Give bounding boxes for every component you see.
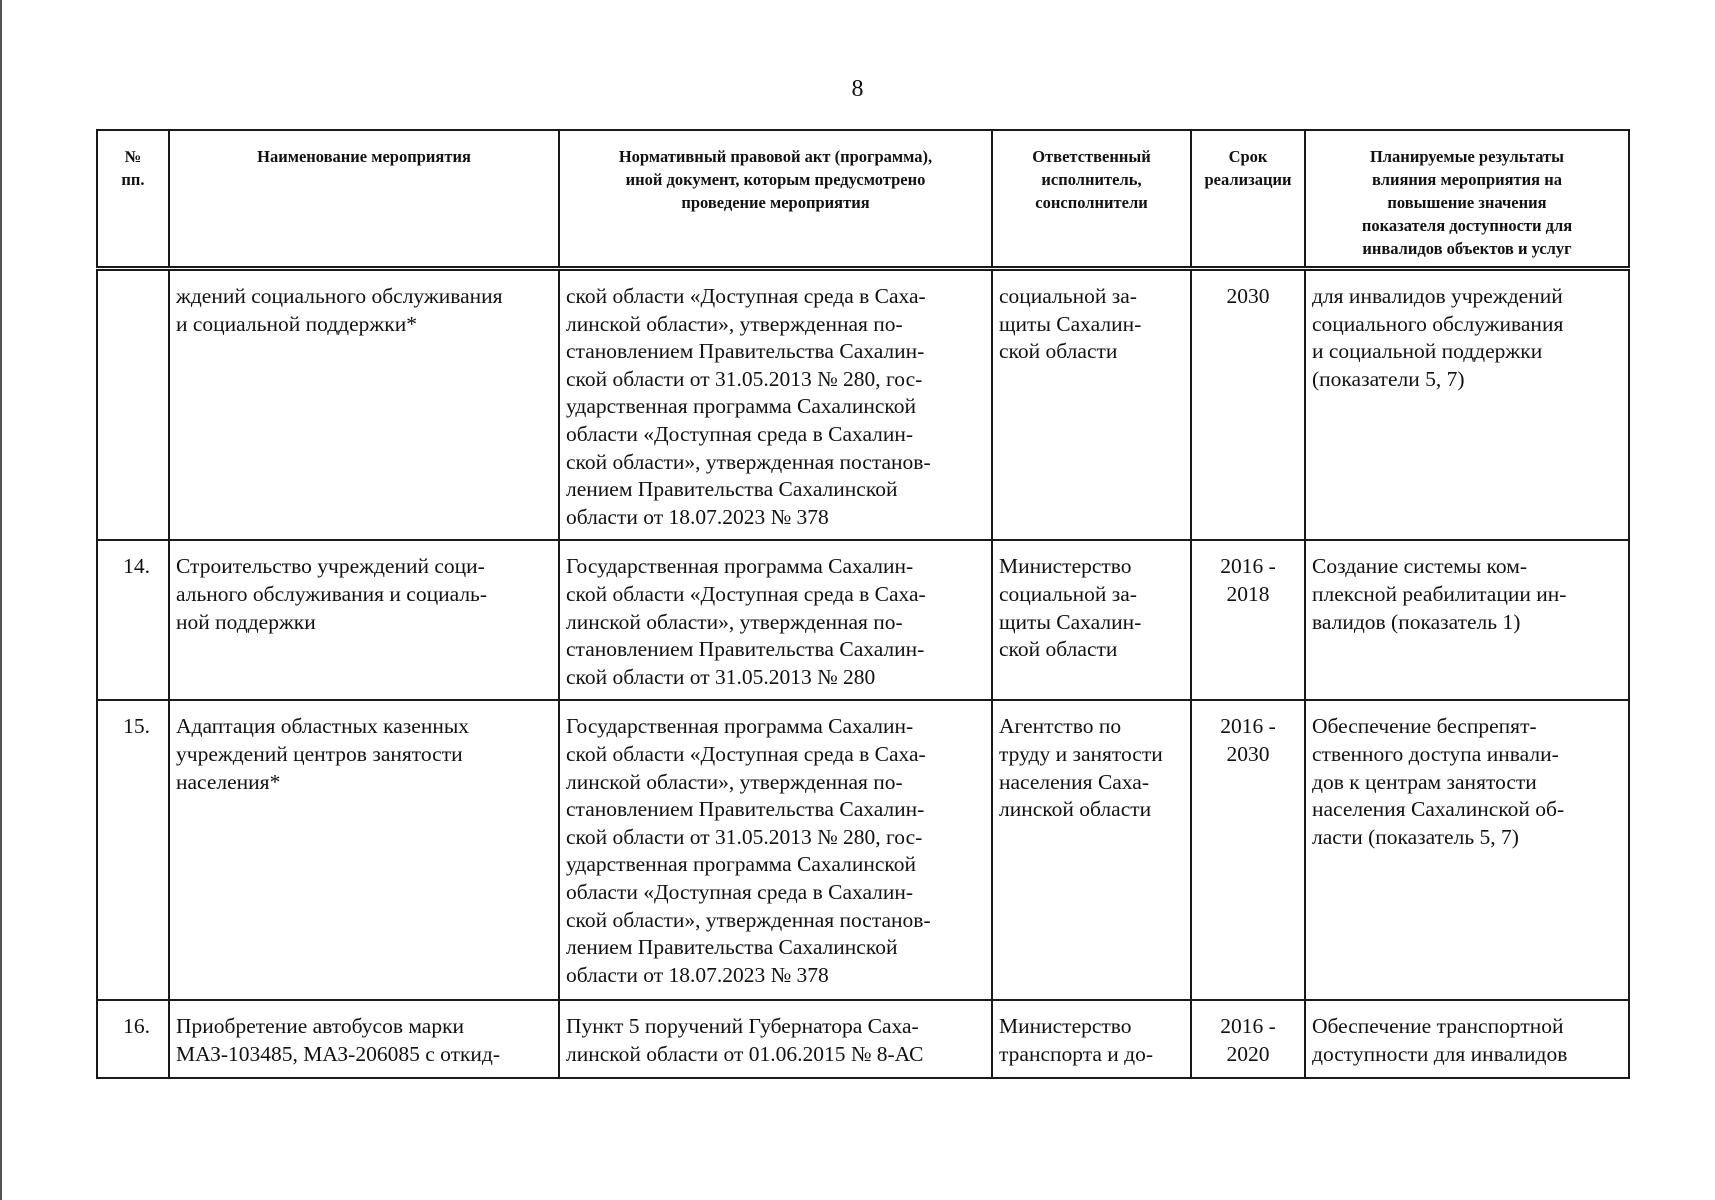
cell-line: ласти (показатель 5, 7)	[1312, 824, 1519, 849]
cell-line: линской области», утвержденная по-	[566, 311, 903, 336]
cell-line: 2030	[1226, 284, 1270, 308]
cell-line: ской области от 31.05.2013 № 280	[566, 664, 876, 689]
cell-line: показателя доступности для	[1361, 216, 1573, 235]
cell-line: социального обслуживания	[1312, 311, 1564, 336]
scan-edge	[0, 0, 2, 1200]
cell-line: 2018	[1226, 581, 1270, 606]
cell-line: 2016 -	[1220, 714, 1276, 739]
cell-line: ственного доступа инвали-	[1312, 741, 1559, 766]
row-act	[559, 269, 992, 541]
cell-line: Пункт 5 поручений Губернатора Саха-	[566, 1014, 919, 1039]
row-term	[1191, 1000, 1305, 1078]
cell-line: становлением Правительства Сахалин-	[566, 797, 925, 822]
cell-line: щиты Сахалин-	[999, 311, 1142, 336]
cell-line: инвалидов объектов и услуг	[1362, 239, 1572, 258]
cell-line: становлением Правительства Сахалин-	[566, 637, 925, 662]
row-name	[169, 540, 559, 700]
cell-line: дов к центрам занятости	[1312, 769, 1537, 794]
cell-line: Ответственный	[1032, 147, 1151, 166]
cell-line: Планируемые результаты	[1369, 147, 1565, 166]
row-executor	[992, 700, 1191, 1000]
cell-line: валидов (показатель 1)	[1312, 609, 1521, 634]
cell-line: социальной за-	[999, 581, 1137, 606]
cell-line: Создание системы ком-	[1312, 554, 1528, 579]
cell-line: щиты Сахалин-	[999, 609, 1142, 634]
page-number: 8	[851, 76, 864, 102]
cell-line: Наименование мероприятия	[257, 147, 471, 166]
cell-line: Государственная программа Сахалин-	[566, 554, 914, 579]
cell-line: пп.	[121, 170, 145, 189]
cell-line: ской области	[999, 339, 1118, 364]
table-row	[97, 1000, 1629, 1078]
cell-line: Срок	[1228, 147, 1268, 166]
header-name	[169, 130, 559, 269]
cell-line: ской области «Доступная среда в Саха-	[566, 581, 926, 606]
row-number: 15.	[97, 700, 169, 1000]
row-act	[559, 540, 992, 700]
cell-line: Адаптация областных казенных	[176, 714, 470, 739]
cell-line: Нормативный правовой акт (программа),	[618, 147, 933, 166]
cell-line: области от 18.07.2023 № 378	[566, 504, 829, 529]
cell-line: ской области от 31.05.2013 № 280, гос-	[566, 366, 923, 391]
cell-line: доступности для инвалидов	[1312, 1041, 1568, 1066]
row-result	[1305, 269, 1629, 541]
cell-line: №	[124, 147, 142, 166]
row-number	[97, 269, 169, 541]
row-name	[169, 1000, 559, 1078]
cell-line: ской области	[999, 637, 1118, 662]
cell-line: 2020	[1226, 1041, 1270, 1066]
measures-table	[96, 129, 1630, 1079]
table-row	[97, 269, 1629, 541]
cell-line: исполнитель,	[1041, 170, 1142, 189]
cell-line: Обеспечение беспрепят-	[1312, 714, 1537, 739]
cell-line: населения*	[176, 769, 281, 794]
cell-line: повышение значения	[1387, 193, 1547, 212]
cell-line: области от 18.07.2023 № 378	[566, 962, 829, 987]
cell-line: плексной реабилитации ин-	[1312, 581, 1567, 606]
cell-line: ской области «Доступная среда в Саха-	[566, 741, 926, 766]
cell-line: для инвалидов учреждений	[1312, 284, 1563, 308]
cell-line: социальной за-	[999, 284, 1137, 308]
row-result	[1305, 540, 1629, 700]
header-act	[559, 130, 992, 269]
row-name	[169, 269, 559, 541]
row-number: 14.	[97, 540, 169, 700]
cell-line: 2016 -	[1220, 554, 1276, 579]
row-name	[169, 700, 559, 1000]
cell-line: становлением Правительства Сахалин-	[566, 339, 925, 364]
header-term	[1191, 130, 1305, 269]
row-executor	[992, 269, 1191, 541]
cell-line: линской области от 01.06.2015 № 8-АС	[566, 1041, 924, 1066]
cell-line: Министерство	[999, 1014, 1132, 1039]
cell-line: ждений социального обслуживания	[176, 284, 503, 308]
cell-line: (показатели 5, 7)	[1312, 366, 1465, 391]
cell-line: сонсполнители	[1035, 193, 1148, 212]
cell-line: МАЗ-103485, МАЗ-206085 с откид-	[176, 1041, 501, 1066]
cell-line: линской области», утвержденная по-	[566, 609, 903, 634]
cell-line: области «Доступная среда в Сахалин-	[566, 879, 914, 904]
cell-line: влияния мероприятия на	[1372, 170, 1562, 189]
cell-line: ального обслуживания и социаль-	[176, 581, 488, 606]
row-term	[1191, 700, 1305, 1000]
row-result	[1305, 1000, 1629, 1078]
cell-line: иной документ, которым предусмотрено	[625, 170, 926, 189]
cell-line: Строительство учреждений соци-	[176, 554, 485, 579]
row-term	[1191, 540, 1305, 700]
cell-line: проведение мероприятия	[681, 193, 870, 212]
row-executor	[992, 540, 1191, 700]
row-result	[1305, 700, 1629, 1000]
cell-line: ской области», утвержденная постанов-	[566, 907, 931, 932]
cell-line: Приобретение автобусов марки	[176, 1014, 465, 1039]
cell-line: лением Правительства Сахалинской	[566, 477, 898, 502]
header-executor	[992, 130, 1191, 269]
row-number: 16.	[97, 1000, 169, 1078]
cell-line: учреждений центров занятости	[176, 741, 463, 766]
cell-line: ской области от 31.05.2013 № 280, гос-	[566, 824, 923, 849]
row-act	[559, 700, 992, 1000]
table-row	[97, 540, 1629, 700]
header-result	[1305, 130, 1629, 269]
cell-line: ской области», утвержденная постанов-	[566, 449, 931, 474]
cell-line: ударственная программа Сахалинской	[566, 852, 917, 877]
cell-line: транспорта и до-	[999, 1041, 1154, 1066]
cell-line: области «Доступная среда в Сахалин-	[566, 421, 914, 446]
cell-line: ской области «Доступная среда в Саха-	[566, 284, 926, 308]
table-row	[97, 700, 1629, 1000]
cell-line: линской области», утвержденная по-	[566, 769, 903, 794]
header-number	[97, 130, 169, 269]
cell-line: ударственная программа Сахалинской	[566, 394, 917, 419]
cell-line: населения Сахалинской об-	[1312, 797, 1565, 822]
cell-line: реализации	[1204, 170, 1292, 189]
cell-line: линской области	[999, 797, 1152, 822]
table-header-row	[97, 130, 1629, 269]
cell-line: труду и занятости	[999, 741, 1163, 766]
cell-line: Государственная программа Сахалин-	[566, 714, 914, 739]
cell-line: 2016 -	[1220, 1014, 1276, 1039]
cell-line: Обеспечение транспортной	[1312, 1014, 1564, 1039]
row-act	[559, 1000, 992, 1078]
cell-line: лением Правительства Сахалинской	[566, 935, 898, 960]
cell-line: и социальной поддержки*	[176, 311, 417, 336]
cell-line: ной поддержки	[176, 609, 316, 634]
cell-line: и социальной поддержки	[1312, 339, 1543, 364]
cell-line: 2030	[1226, 741, 1270, 766]
cell-line: населения Саха-	[999, 769, 1149, 794]
row-term	[1191, 269, 1305, 541]
row-executor	[992, 1000, 1191, 1078]
cell-line: Министерство	[999, 554, 1132, 579]
cell-line: Агентство по	[999, 714, 1122, 739]
